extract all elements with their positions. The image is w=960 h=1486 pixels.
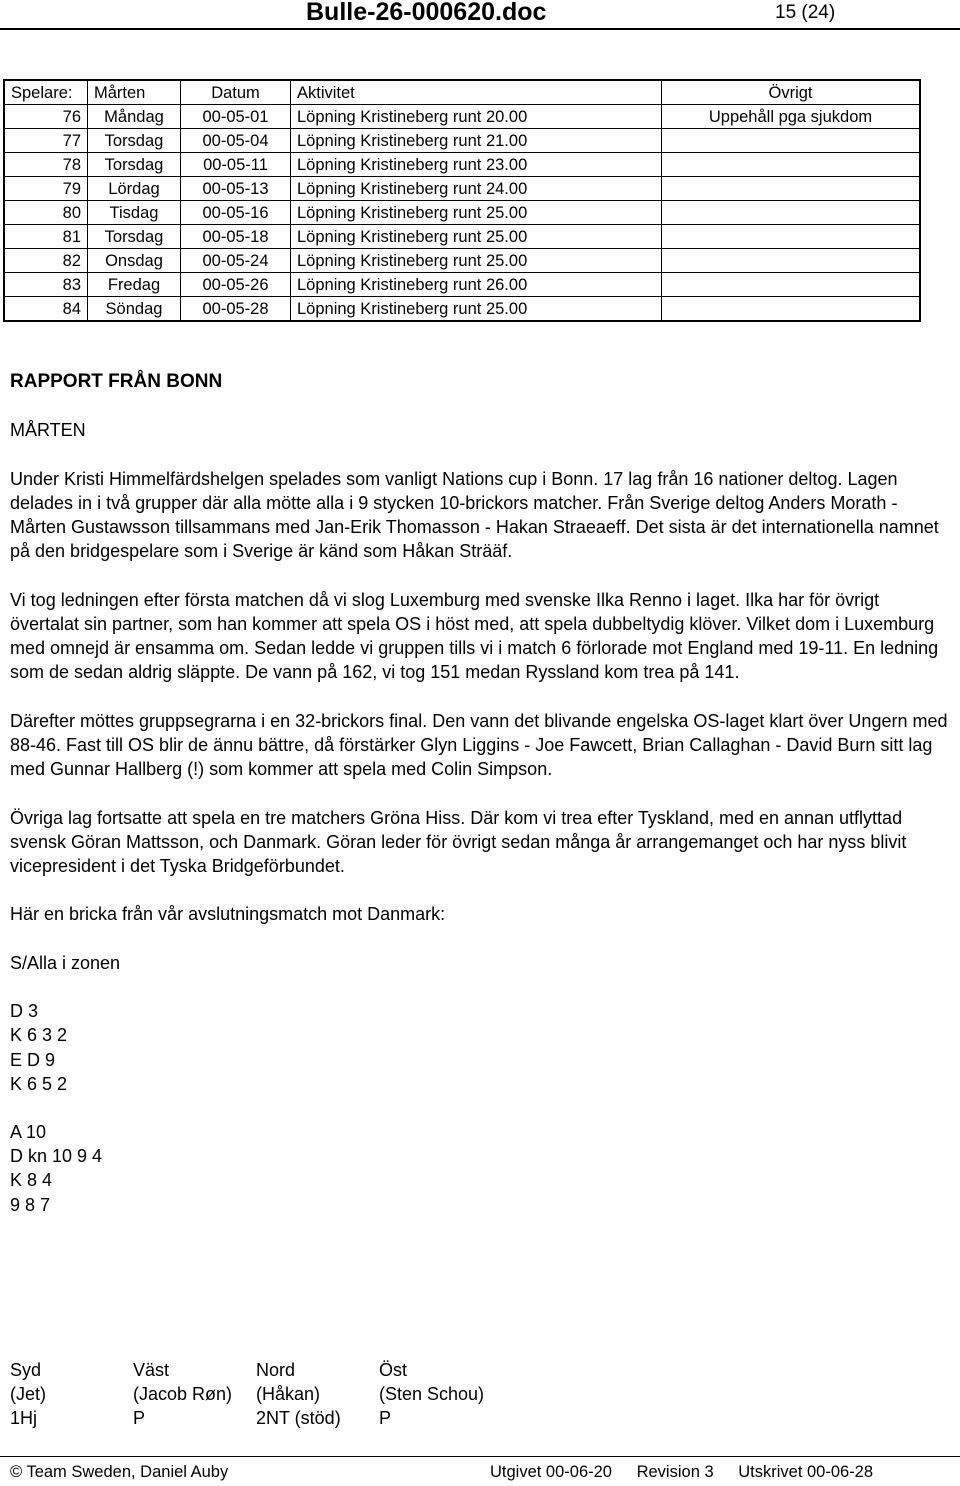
page-footer (0, 1456, 960, 1486)
deal-info: S/Alla i zonen (10, 952, 121, 973)
row-number: 79 (4, 177, 88, 201)
row-date: 00-05-11 (181, 153, 291, 177)
row-date: 00-05-04 (181, 129, 291, 153)
row-activity: Löpning Kristineberg runt 21.00 (291, 129, 662, 153)
page-header (0, 0, 960, 30)
table-row (4, 153, 920, 177)
row-weekday: Torsdag (88, 129, 181, 153)
header-player-name: Mårten (88, 80, 181, 105)
row-note (662, 225, 921, 249)
table-row (4, 225, 920, 249)
row-number: 78 (4, 153, 88, 177)
row-date: 00-05-13 (181, 177, 291, 201)
report-paragraph: Vi tog ledningen efter första matchen då vi slog Luxemburg med svenske Ilka Renno i laget. Ilka har för övrigt övertalat sin partner, som han kommer att spela OS i höst med, att spela dubbeltydig klöver. Vilket dom i Luxemburg med omnejd är ensamma om. Sedan ledde vi gruppen tills vi i match 6 förlorade mot England med 19-11. En ledning som de sedan aldrig släppte. De vann på 162, vi tog 151 medan Ryssland kom trea på 141. (10, 589, 939, 683)
row-activity: Löpning Kristineberg runt 25.00 (291, 249, 662, 273)
player-west: (Jacob Røn) (133, 1384, 233, 1405)
row-note (662, 177, 921, 201)
row-weekday: Torsdag (88, 153, 181, 177)
row-date: 00-05-24 (181, 249, 291, 273)
row-date: 00-05-26 (181, 273, 291, 297)
bidding-table (10, 1358, 502, 1431)
table-row (4, 177, 920, 201)
bidding-seats-row (10, 1358, 502, 1382)
row-number: 83 (4, 273, 88, 297)
footer-meta (490, 1463, 893, 1482)
row-weekday: Lördag (88, 177, 181, 201)
row-weekday: Onsdag (88, 249, 181, 273)
table-row (4, 201, 920, 225)
hand-suit-line: 9 8 7 (10, 1194, 51, 1215)
row-activity: Löpning Kristineberg runt 25.00 (291, 201, 662, 225)
row-activity: Löpning Kristineberg runt 25.00 (291, 297, 662, 322)
hand-south (10, 1120, 950, 1217)
row-note (662, 153, 921, 177)
table-row (4, 105, 920, 129)
row-weekday: Torsdag (88, 225, 181, 249)
player-north: (Håkan) (256, 1384, 321, 1405)
table-header-row (4, 80, 920, 105)
header-datum: Datum (181, 80, 291, 105)
row-weekday: Söndag (88, 297, 181, 322)
row-weekday: Fredag (88, 273, 181, 297)
seat-north: Nord (256, 1360, 296, 1380)
bid-north: 2NT (stöd) (256, 1408, 341, 1429)
table-row (4, 249, 920, 273)
footer-issued: Utgivet 00-06-20 (490, 1463, 612, 1481)
row-number: 80 (4, 201, 88, 225)
row-note: Uppehåll pga sjukdom (662, 105, 921, 129)
row-number: 76 (4, 105, 88, 129)
row-weekday: Måndag (88, 105, 181, 129)
bid-west: P (133, 1408, 146, 1429)
row-note (662, 249, 921, 273)
hand-suit-line: D kn 10 9 4 (10, 1146, 103, 1167)
header-aktivitet: Aktivitet (291, 80, 662, 105)
row-activity: Löpning Kristineberg runt 23.00 (291, 153, 662, 177)
row-activity: Löpning Kristineberg runt 25.00 (291, 225, 662, 249)
footer-copyright: © Team Sweden, Daniel Auby (10, 1463, 229, 1481)
table-row (4, 273, 920, 297)
training-log-table (3, 79, 921, 322)
row-number: 84 (4, 297, 88, 322)
seat-east: Öst (379, 1360, 408, 1380)
report-paragraph: Övriga lag fortsatte att spela en tre matchers Gröna Hiss. Där kom vi trea efter Tyskland, med en annan utflyttad svensk Göran Mattsson, och Danmark. Göran leder för övrigt sedan många år arrangemanget och har nyss blivit vicepresident i det Tyska Bridgeförbundet. (10, 807, 907, 876)
row-note (662, 129, 921, 153)
row-date: 00-05-28 (181, 297, 291, 322)
row-date: 00-05-16 (181, 201, 291, 225)
table-row (4, 129, 920, 153)
row-number: 81 (4, 225, 88, 249)
footer-printed: Utskrivet 00-06-28 (738, 1463, 874, 1481)
bidding-players-row (10, 1382, 502, 1406)
report-paragraph: Här en bricka från vår avslutningsmatch mot Danmark: (10, 904, 446, 925)
hand-suit-line: K 6 3 2 (10, 1025, 68, 1046)
seat-west: Väst (133, 1360, 170, 1380)
row-date: 00-05-01 (181, 105, 291, 129)
hand-north (10, 999, 950, 1096)
hand-suit-line: E D 9 (10, 1049, 56, 1070)
footer-revision: Revision 3 (636, 1463, 714, 1481)
hand-suit-line: A 10 (10, 1122, 47, 1143)
header-spelare: Spelare: (4, 80, 88, 105)
player-south: (Jet) (10, 1384, 46, 1405)
bid-south: 1Hj (10, 1408, 38, 1429)
report-section (10, 370, 950, 1241)
row-activity: Löpning Kristineberg runt 24.00 (291, 177, 662, 201)
hand-suit-line: K 6 5 2 (10, 1073, 68, 1094)
report-heading: RAPPORT FRÅN BONN (10, 371, 223, 392)
row-activity: Löpning Kristineberg runt 20.00 (291, 105, 662, 129)
report-paragraph: Därefter möttes gruppsegrarna i en 32-brickors final. Den vann det blivande engelska OS-laget klart över Ungern med 88-46. Fast till OS blir de ännu bättre, då förstärker Glyn Liggins - Joe Fawcett, Brian Callaghan - David Burn sitt lag med Gunnar Hallberg (!) som kommer att spela med Colin Simpson. (10, 710, 948, 780)
hand-suit-line: D 3 (10, 1001, 39, 1022)
document-title: Bulle-26-000620.doc (306, 0, 547, 26)
row-number: 82 (4, 249, 88, 273)
row-number: 77 (4, 129, 88, 153)
row-date: 00-05-18 (181, 225, 291, 249)
row-activity: Löpning Kristineberg runt 26.00 (291, 273, 662, 297)
player-east: (Sten Schou) (379, 1384, 485, 1405)
hand-suit-line: K 8 4 (10, 1170, 53, 1191)
table-row (4, 297, 920, 322)
report-author: MÅRTEN (10, 420, 86, 441)
report-paragraph: Under Kristi Himmelfärdshelgen spelades som vanligt Nations cup i Bonn. 17 lag från 16 nationer deltog. Lagen delades in i två grupper där alla mötte alla i 9 stycken 10-brickors matcher. Från Sverige deltog Anders Morath - Mårten Gustawsson tillsammans med Jan-Erik Thomasson - Hakan Straeaeff. Det sista är det internationella namnet på den bridgespelare som i Sverige är känd som Håkan Strääf. (10, 468, 939, 562)
row-note (662, 297, 921, 322)
bid-east: P (379, 1408, 392, 1429)
row-note (662, 273, 921, 297)
bidding-bids-row (10, 1406, 502, 1430)
page-number: 15 (24) (775, 2, 836, 23)
header-ovrigt: Övrigt (662, 80, 921, 105)
row-weekday: Tisdag (88, 201, 181, 225)
seat-south: Syd (10, 1360, 42, 1380)
row-note (662, 201, 921, 225)
